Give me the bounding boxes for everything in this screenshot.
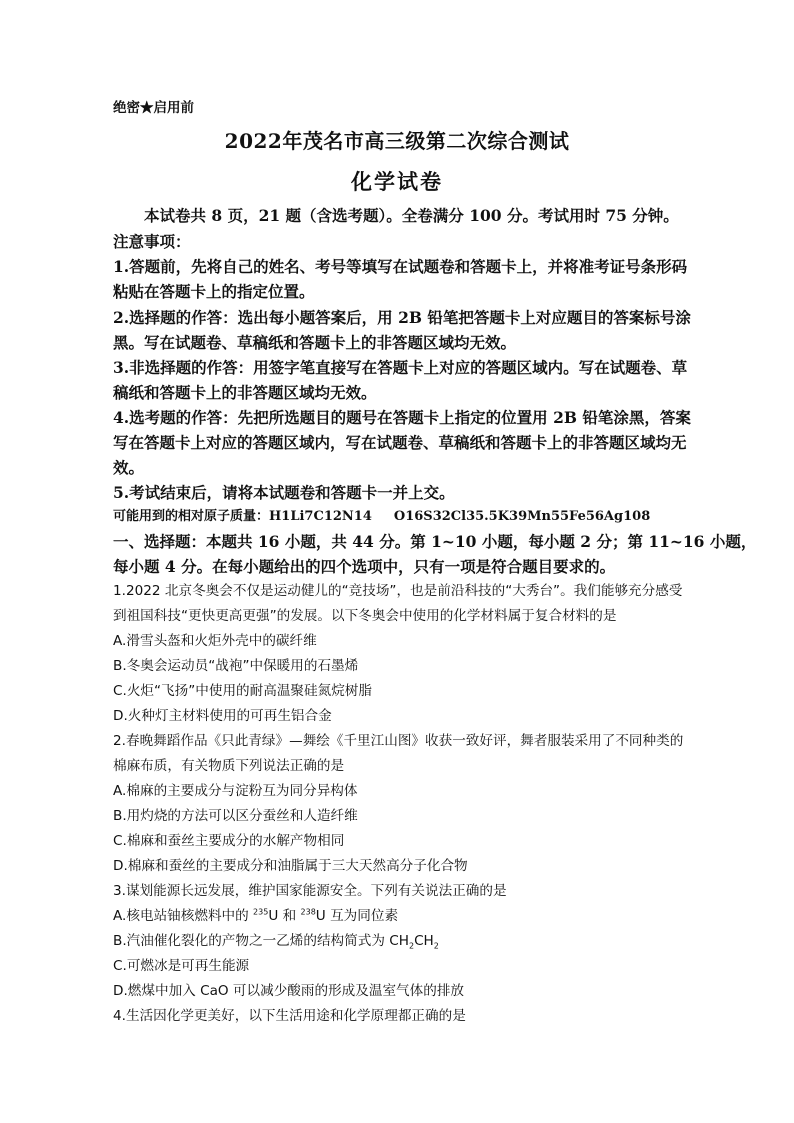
atomic-masses-part2: O16S32Cl35.5K39Mn55Fe56Ag108: [393, 509, 651, 524]
question-1-option-a: A.滑雪头盔和火炬外壳中的碳纤维: [113, 633, 317, 649]
question-2-option-a: A.棉麻的主要成分与淀粉互为同分异构体: [113, 783, 358, 799]
question-3-option-d: D.燃煤中加入 CaO 可以减少酸雨的形成及温室气体的排放: [113, 983, 465, 999]
question-3-option-a: A.核电站铀核燃料中的 $^{235}$U 和 $^{238}$U 互为同位素: [113, 907, 399, 924]
note-line: 3.非选择题的作答：用签字笔直接写在答题卡上对应的答题区域内。写在试题卷、草: [113, 358, 688, 377]
note-line: 2.选择题的作答：选出每小题答案后，用 2B 铅笔把答题卡上对应题目的答案标号涂: [113, 308, 691, 327]
atomic-masses-part1: H1Li7C12N14: [269, 509, 372, 524]
note-line: 5.考试结束后，请将本试题卷和答题卡一并上交。: [113, 483, 455, 502]
exam-intro: 本试卷共 8 页，21 题（含选考题）。全卷满分 100 分。考试用时 75 分钟。: [144, 206, 679, 225]
exam-title: 2022年茂名市高三级第二次综合测试: [224, 129, 570, 153]
question-4-stem: 4.生活因化学更美好，以下生活用途和化学原理都正确的是: [113, 1008, 466, 1024]
question-2-option-b: B.用灼烧的方法可以区分蚕丝和人造纤维: [113, 808, 358, 824]
atomic-masses-label: 可能用到的相对原子质量：: [113, 509, 270, 524]
question-3-stem: 3.谋划能源长远发展，维护国家能源安全。下列有关说法正确的是: [113, 883, 507, 899]
note-line: 4.选考题的作答：先把所选题目的题号在答题卡上指定的位置用 2B 铅笔涂黑，答案: [113, 408, 691, 427]
atomic-masses: [113, 510, 650, 523]
question-1-stem: 1.2022 北京冬奥会不仅是运动健儿的“竞技场”，也是前沿科技的“大秀台”。我们能够充分感受: [113, 583, 683, 599]
question-2-stem: 棉麻布质，有关物质下列说法正确的是: [113, 758, 345, 774]
section-heading: 每小题 4 分。在每小题给出的四个选项中，只有一项是符合题目要求的。: [113, 557, 616, 576]
question-2-option-c: C.棉麻和蚕丝主要成分的水解产物相同: [113, 833, 345, 849]
question-1-option-d: D.火种灯主材料使用的可再生铝合金: [113, 708, 332, 724]
section-heading: 一、选择题：本题共 16 小题，共 44 分。第 1~10 小题，每小题 2 分；第 11~16 小题，: [113, 532, 757, 551]
question-1-option-b: B.冬奥会运动员“战袍”中保暖用的石墨烯: [113, 658, 359, 674]
note-line: 粘贴在答题卡上的指定位置。: [113, 282, 315, 301]
secret-mark: 绝密★启用前: [113, 100, 194, 116]
question-2-stem: 2.春晚舞蹈作品《只此青绿》—舞绘《千里江山图》收获一致好评，舞者服装采用了不同种类的: [113, 733, 684, 749]
exam-subtitle: 化学试卷: [351, 169, 443, 194]
note-line: 1.答题前，先将自己的姓名、考号等填写在试题卷和答题卡上，并将准考证号条形码: [113, 257, 688, 276]
note-line: 效。: [113, 458, 145, 477]
question-3-option-c: C.可燃冰是可再生能源: [113, 958, 250, 974]
question-2-option-d: D.棉麻和蚕丝的主要成分和油脂属于三大天然高分子化合物: [113, 858, 468, 874]
note-line: 稿纸和答题卡上的非答题区域均无效。: [113, 383, 377, 402]
notes-heading: 注意事项：: [113, 232, 191, 251]
question-1-stem: 到祖国科技“更快更高更强”的发展。以下冬奥会中使用的化学材料属于复合材料的是: [113, 608, 617, 624]
question-1-option-c: C.火炬“飞扬”中使用的耐高温聚硅氮烷树脂: [113, 683, 372, 699]
note-line: 黑。写在试题卷、草稿纸和答题卡上的非答题区域均无效。: [113, 333, 517, 352]
note-line: 写在答题卡上对应的答题区域内，写在试题卷、草稿纸和答题卡上的非答题区域均无: [113, 433, 687, 452]
question-3-option-b: B.汽油催化裂化的产物之一乙烯的结构简式为 $CH_2CH_2$: [113, 933, 439, 951]
